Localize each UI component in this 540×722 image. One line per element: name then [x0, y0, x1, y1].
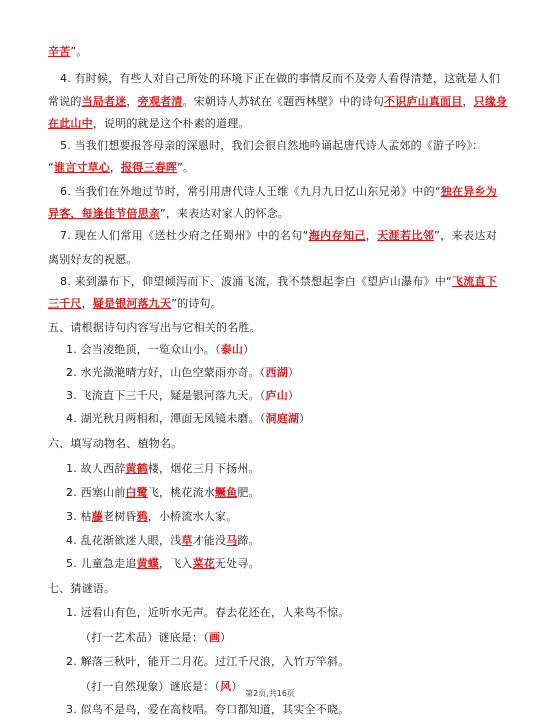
answer-text: 在此山中 [48, 117, 93, 130]
text-line [66, 510, 237, 524]
body-text: ，小桥流水人家。 [147, 510, 238, 523]
answer-text: 草 [181, 534, 193, 547]
answer-text: 画 [208, 631, 221, 644]
answer-text: 藤 [91, 510, 103, 523]
body-text: 。宋朝诗人苏轼在《题西林壁》中的诗句 [182, 95, 385, 108]
answer-text: 疑是银河落九天 [92, 297, 172, 310]
body-text: ） [231, 680, 243, 693]
text-line [48, 253, 138, 267]
body-text: ） [220, 631, 232, 644]
answer-text: 泰山 [220, 343, 244, 356]
body-text: 3. 枯 [66, 510, 92, 523]
answer-text: 黄蝶 [136, 557, 159, 570]
text-line [66, 655, 349, 669]
body-text: 常说的 [48, 95, 82, 108]
answer-text: 西湖 [265, 366, 288, 379]
answer-text: 飞流直下 [451, 275, 497, 288]
body-text: ， [81, 297, 93, 310]
text-line [60, 185, 497, 199]
body-text: （打一艺术品）谜底是：（ [80, 631, 209, 644]
answer-text: 天涯若比邻 [377, 229, 435, 242]
text-line [48, 297, 222, 311]
text-line [48, 582, 115, 596]
text-line [66, 606, 349, 620]
page-footer: 第2页,共16页 [245, 689, 295, 698]
answer-text: 鸦 [136, 510, 148, 523]
body-text: （打一自然现象）谜底是：（ [80, 680, 221, 693]
body-text: ） [287, 366, 300, 379]
body-text: ”，来表达对 [434, 229, 498, 242]
body-text: 8. 来到瀑布下，仰望倾泻而下、波涌飞流，我不禁想起李白《望庐山瀑布》中“ [60, 275, 452, 288]
body-text: ，说明的就是这个朴素的道理。 [92, 117, 250, 130]
text-line [60, 275, 497, 289]
text-line [66, 703, 349, 717]
body-text: 六、填写动物名、植物名。 [48, 437, 183, 450]
answer-text: 只缘身 [473, 95, 508, 108]
body-text: ，飞入 [159, 557, 193, 570]
text-line [60, 72, 501, 86]
answer-text: 风 [220, 680, 232, 693]
body-text: 1. 故人西辞 [66, 462, 126, 475]
body-text: 7. 现在人们常用《送杜少府之任蜀州》中的名句“ [60, 229, 309, 242]
text-line [60, 139, 484, 153]
text-line [48, 321, 261, 335]
answer-text: ，每逢佳节倍思亲 [70, 207, 161, 220]
answer-text: 三千尺 [48, 297, 82, 310]
body-text: 五、请根据诗句内容写出与它相关的名胜。 [48, 321, 261, 334]
body-text: 6. 当我们在外地过节时，常引用唐代诗人王维《九月九日忆山东兄弟》中的“ [60, 185, 441, 198]
body-text: 5. 当我们想要报答母亲的深恩时，我们会很自然地吟诵起唐代诗人孟郊的《游子吟》： [60, 139, 484, 152]
text-line [66, 557, 260, 571]
body-text: 飞，桃花流水 [147, 486, 216, 499]
answer-text: 洞庭湖 [265, 412, 300, 425]
text-line [48, 45, 88, 59]
body-text: 蹄。 [237, 534, 260, 547]
body-text: 3. 飞流直下三千尺，疑是银河落九天。（ [66, 389, 266, 402]
answer-text: 异客 [48, 207, 71, 220]
text-line [48, 117, 250, 131]
body-text: ， [462, 95, 474, 108]
body-text: ， [126, 95, 138, 108]
body-text: 1. 远看山有色，近听水无声。春去花还在，人来鸟不惊。 [66, 606, 350, 619]
answer-text: 当局者迷 [81, 95, 127, 108]
body-text: ） [299, 412, 311, 425]
body-text: 4. 乱花渐欲迷人眼，浅 [66, 534, 182, 547]
body-text: 楼，烟花三月下扬州。 [147, 462, 260, 475]
body-text: ”。 [70, 45, 88, 58]
text-line [48, 207, 289, 221]
text-line [66, 366, 299, 380]
answer-text: 辛苦 [48, 45, 71, 58]
answer-text: 独在异乡为 [440, 185, 498, 198]
body-text: 才能没 [192, 534, 227, 547]
answer-text: 菜花 [192, 557, 216, 570]
body-text: ”。 [177, 161, 195, 174]
body-text: 5. 儿童急走追 [66, 557, 137, 570]
text-line [48, 437, 182, 451]
answer-text: 不识庐山真面目 [384, 95, 463, 108]
answer-text: 黄鹤 [125, 462, 148, 475]
text-line [66, 462, 260, 476]
body-text: 离别好友的祝愿。 [48, 253, 138, 266]
body-text: 老树昏 [103, 510, 137, 523]
answer-text: 庐山 [265, 389, 288, 402]
answer-text: 旁观者清 [137, 95, 183, 108]
text-line [66, 412, 310, 426]
body-text: 七、猜谜语。 [48, 582, 116, 595]
body-text: ”的诗句。 [171, 297, 222, 310]
text-line [48, 161, 194, 175]
body-text: 3. 似鸟不是鸟，爱在高枝唱。夸口都知道，其实全不晓。 [66, 703, 350, 716]
body-text: 2. 西塞山前 [66, 486, 126, 499]
answer-text: 海内存知己 [308, 229, 366, 242]
answer-text: 白鹭 [125, 486, 148, 499]
body-text: ， [365, 229, 378, 242]
body-text: ， [109, 161, 122, 174]
text-line [48, 95, 508, 109]
body-text: 2. 水光潋滟晴方好，山色空蒙雨亦奇。（ [66, 366, 266, 379]
body-text: ） [243, 343, 255, 356]
answer-text: 鳜鱼 [215, 486, 238, 499]
body-text: ”，来表达对家人的怀念。 [160, 207, 290, 220]
text-line [60, 229, 497, 243]
body-text: 4. 湖光秋月两相和，潭面无风镜未磨。（ [66, 412, 266, 425]
body-text: ） [287, 389, 300, 402]
text-line [66, 486, 260, 500]
text-line [66, 389, 299, 403]
body-text: 4. 有时候，有些人对自己所处的环境下正在做的事情反而不及旁人看得清楚，这就是人们 [60, 72, 501, 85]
answer-text: 报得三春晖 [121, 161, 178, 174]
body-text: “ [48, 161, 54, 174]
text-line [66, 534, 260, 548]
body-text: 2. 解落三秋叶，能开二月花。过江千尺浪，入竹万竿斜。 [66, 655, 350, 668]
body-text: 肥。 [237, 486, 260, 499]
body-text: 无处寻。 [215, 557, 260, 570]
body-text: 1. 会当凌绝顶，一览众山小。（ [66, 343, 221, 356]
answer-text: 谁言寸草心 [53, 161, 110, 174]
text-line [80, 631, 231, 645]
answer-text: 马 [226, 534, 238, 547]
text-line [66, 343, 254, 357]
